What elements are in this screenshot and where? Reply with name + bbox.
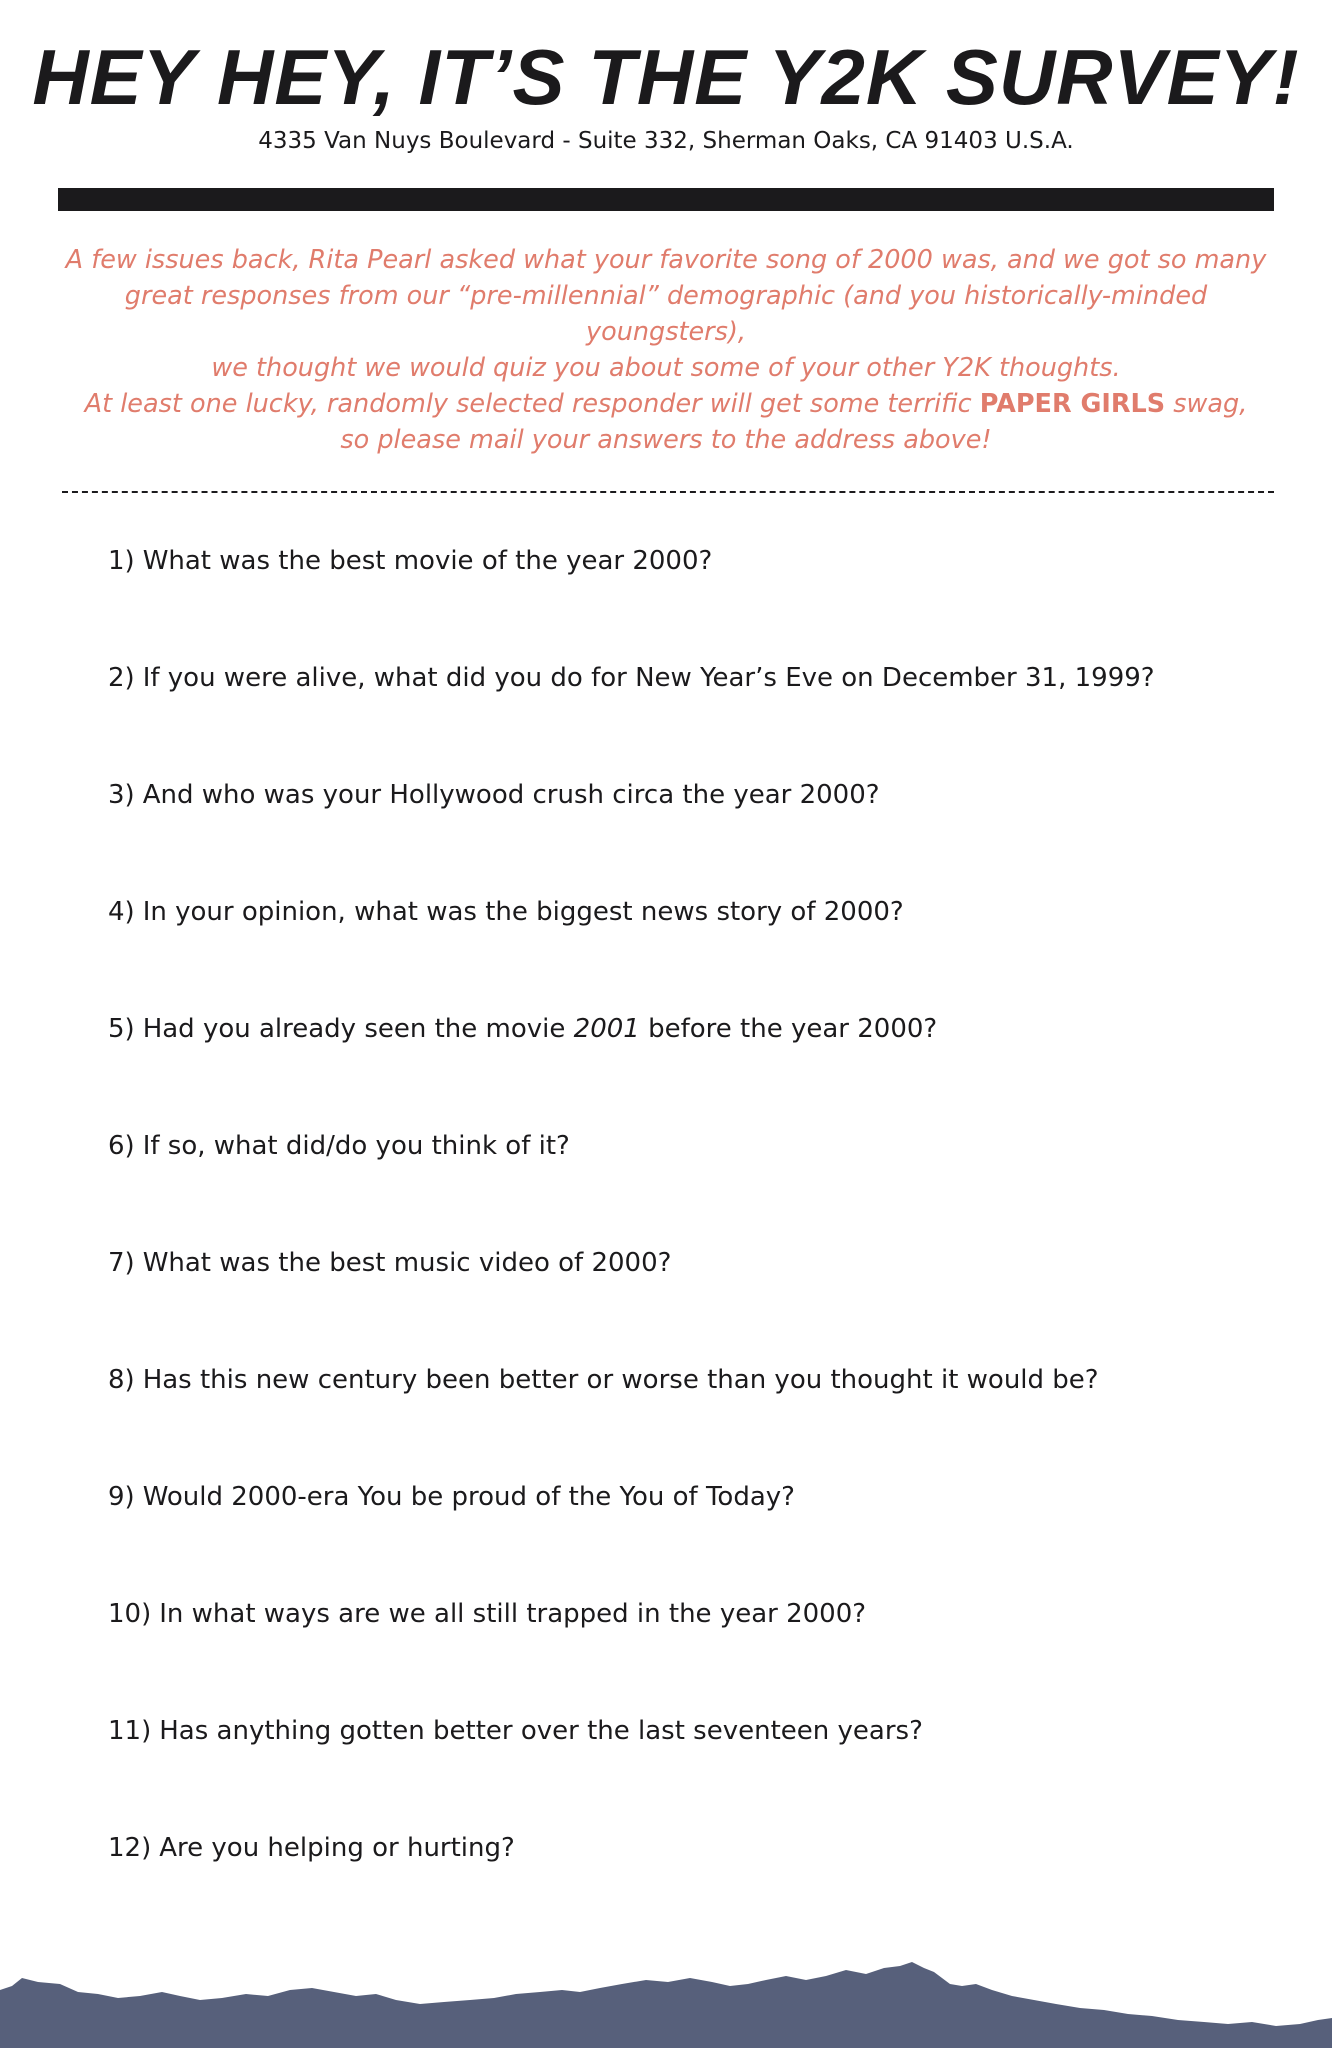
question-text: If so, what did/do you think of it? xyxy=(142,1131,570,1161)
question-5 xyxy=(108,1014,937,1045)
question-4 xyxy=(108,897,904,928)
question-number: 3) xyxy=(108,780,135,810)
question-number: 11) xyxy=(108,1716,152,1746)
question-text: Are you helping or hurting? xyxy=(159,1833,515,1863)
mailing-address: 4335 Van Nuys Boulevard - Suite 332, Sherman Oaks, CA 91403 U.S.A. xyxy=(258,128,1074,154)
question-7 xyxy=(108,1248,671,1279)
question-6 xyxy=(108,1131,570,1162)
intro-line-2: great responses from our “pre-millennial” demographic (and you historically-minded youngsters), xyxy=(124,281,1208,347)
question-2 xyxy=(108,663,1155,694)
question-number: 9) xyxy=(108,1482,135,1512)
question-10 xyxy=(108,1599,866,1630)
mountain-range-shape xyxy=(0,1962,1332,2048)
question-text: What was the best movie of the year 2000? xyxy=(142,546,713,576)
question-number: 7) xyxy=(108,1248,135,1278)
question-number: 10) xyxy=(108,1599,152,1629)
prize-paragraph xyxy=(50,386,1282,458)
question-text: Had you already seen the movie xyxy=(142,1014,574,1044)
question-number: 1) xyxy=(108,546,135,576)
page-title: HEY HEY, IT’S THE Y2K SURVEY! xyxy=(32,33,1300,121)
question-text: If you were alive, what did you do for New Year’s Eve on December 31, 1999? xyxy=(142,663,1155,693)
intro-line-3: we thought we would quiz you about some of your other Y2K thoughts. xyxy=(211,353,1121,383)
prize-line-2: so please mail your answers to the address above! xyxy=(340,425,992,455)
prize-line-post: swag, xyxy=(1165,389,1248,419)
question-text: In what ways are we all still trapped in the year 2000? xyxy=(159,1599,867,1629)
intro-line-1: A few issues back, Rita Pearl asked what your favorite song of 2000 was, and we got so many xyxy=(65,245,1267,275)
question-number: 6) xyxy=(108,1131,135,1161)
header-divider xyxy=(58,188,1274,211)
question-number: 4) xyxy=(108,897,135,927)
question-8 xyxy=(108,1365,1099,1396)
question-12 xyxy=(108,1833,515,1864)
intro-paragraph xyxy=(50,242,1282,386)
question-text-end: before the year 2000? xyxy=(639,1014,938,1044)
question-9 xyxy=(108,1482,795,1513)
question-number: 12) xyxy=(108,1833,152,1863)
prize-line-pre: At least one lucky, randomly selected responder will get some terrific xyxy=(84,389,980,419)
question-text: And who was your Hollywood crush circa the year 2000? xyxy=(142,780,880,810)
mountain-silhouette xyxy=(0,1898,1332,2048)
question-text: Has anything gotten better over the last seventeen years? xyxy=(159,1716,923,1746)
question-3 xyxy=(108,780,880,811)
movie-title: 2001 xyxy=(573,1014,640,1044)
question-11 xyxy=(108,1716,923,1747)
brand-name: PAPER GIRLS xyxy=(979,389,1166,419)
question-number: 5) xyxy=(108,1014,135,1044)
question-number: 2) xyxy=(108,663,135,693)
question-number: 8) xyxy=(108,1365,135,1395)
question-text: Would 2000-era You be proud of the You of Today? xyxy=(142,1482,795,1512)
question-1 xyxy=(108,546,712,577)
question-text: Has this new century been better or worse than you thought it would be? xyxy=(142,1365,1099,1395)
question-text: What was the best music video of 2000? xyxy=(142,1248,672,1278)
dashed-separator xyxy=(62,491,1274,493)
question-text: In your opinion, what was the biggest news story of 2000? xyxy=(142,897,904,927)
